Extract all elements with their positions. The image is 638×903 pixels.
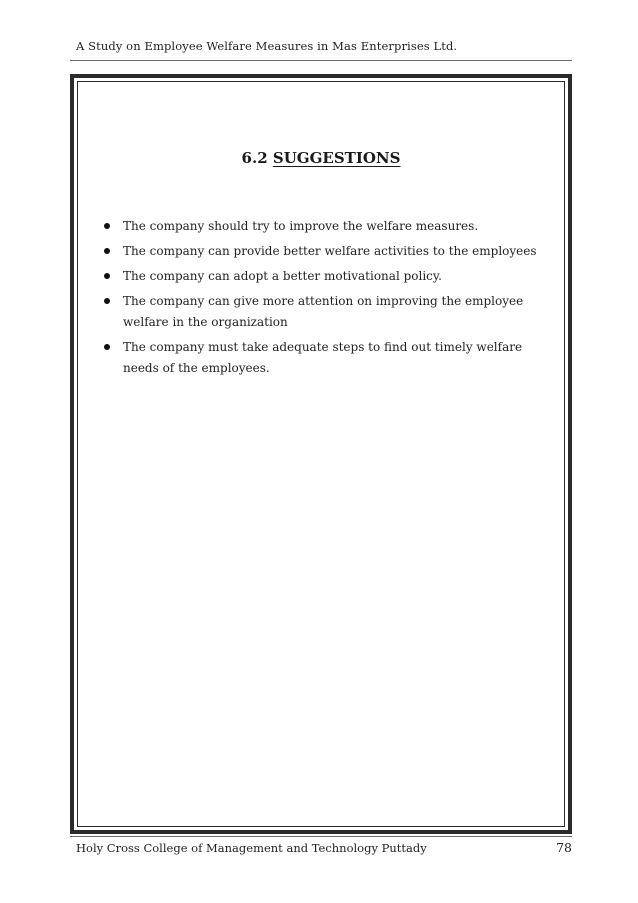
header-divider: [70, 60, 572, 61]
section-number: 6.2: [241, 149, 268, 167]
list-item: [102, 337, 550, 379]
list-item: [102, 216, 550, 237]
list-item-text: The company must take adequate steps to find out timely welfare needs of the employees.: [123, 340, 523, 375]
list-item-text: The company should try to improve the welfare measures.: [123, 219, 479, 233]
list-item-text: The company can give more attention on improving the employee welfare in the organization: [123, 294, 524, 329]
bullet-icon: [104, 273, 110, 279]
list-item: [102, 291, 550, 333]
page-border-frame: [70, 74, 572, 834]
list-item: [102, 266, 550, 287]
footer-divider: [70, 836, 572, 837]
list-item: [102, 241, 550, 262]
footer-institution: Holy Cross College of Management and Technology Puttady: [76, 841, 427, 855]
page-number: 78: [556, 840, 572, 855]
bullet-icon: [104, 248, 110, 254]
section-heading: [78, 149, 564, 167]
list-item-text: The company can adopt a better motivational policy.: [123, 269, 442, 283]
bullet-icon: [104, 298, 110, 304]
list-item-text: The company can provide better welfare activities to the employees: [123, 244, 537, 258]
section-title: SUGGESTIONS: [272, 149, 401, 167]
running-header: A Study on Employee Welfare Measures in Mas Enterprises Ltd.: [76, 39, 458, 53]
bullet-icon: [104, 344, 110, 350]
suggestions-list: [102, 216, 550, 383]
page-border-inner: [77, 81, 565, 827]
bullet-icon: [104, 223, 110, 229]
